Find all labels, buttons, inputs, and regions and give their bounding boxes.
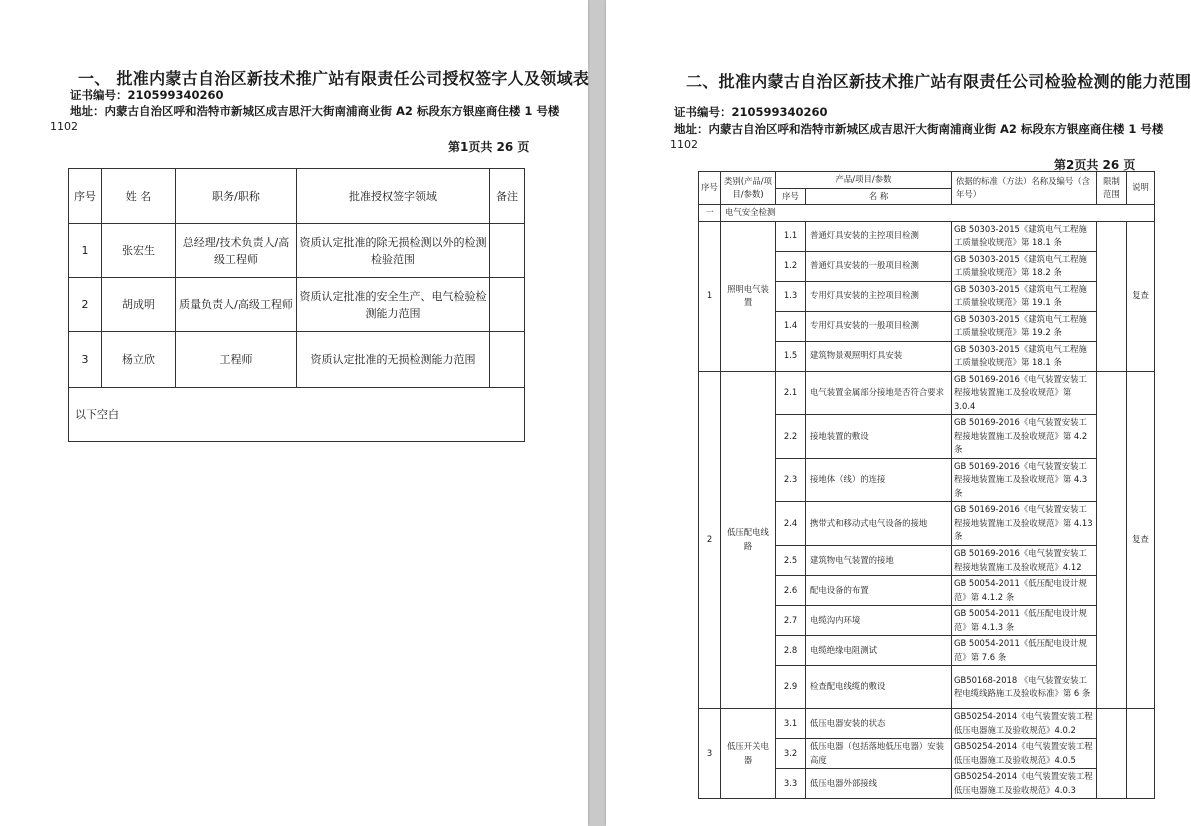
row-remark [490,278,525,332]
item-name: 低压电器（包括落地低压电器）安装高度 [806,739,952,769]
item-no: 2.3 [776,458,806,502]
item-no: 2.7 [776,606,806,636]
left-page-title: 一、 批准内蒙古自治区新技术推广站有限责任公司授权签字人及领域表 [78,69,590,88]
group-limit [1097,371,1127,709]
item-name: 低压电器安装的状态 [806,709,952,739]
header-title: 职务/职称 [176,169,297,224]
group-limit [1097,221,1127,371]
item-no: 1.2 [776,251,806,281]
item-standard: GB 50169-2016《电气装置安装工程接地装置施工及验收规范》第 4.3 条 [952,458,1097,502]
table-row [699,371,1155,415]
section-row [699,205,1155,222]
item-name: 配电设备的布置 [806,576,952,606]
table-row [69,278,525,332]
item-standard: GB 50303-2015《建筑电气工程施工质量验收规范》第 18.1 条 [952,341,1097,371]
header-remark: 备注 [490,169,525,224]
blank-note: 以下空白 [69,388,525,442]
item-no: 3.2 [776,739,806,769]
item-no: 2.9 [776,666,806,709]
table-row [699,709,1155,739]
item-no: 3.3 [776,769,806,799]
item-standard: GB 50303-2015《建筑电气工程施工质量验收规范》第 18.2 条 [952,251,1097,281]
item-no: 1.3 [776,281,806,311]
item-name: 电缆沟内环境 [806,606,952,636]
header-note: 说明 [1127,172,1155,205]
header-standard: 依据的标准（方法）名称及编号（含年号） [952,172,1097,205]
left-address-line1: 地址：内蒙古自治区呼和浩特市新城区成吉思汗大街南浦商业街 A2 标段东方银座商住楼 1 号楼 [70,104,560,118]
row-name: 张宏生 [102,224,176,278]
item-name: 专用灯具安装的主控项目检测 [806,281,952,311]
table-row [69,224,525,278]
item-no: 1.1 [776,221,806,251]
item-name: 普通灯具安装的主控项目检测 [806,221,952,251]
row-title: 总经理/技术负责人/高级工程师 [176,224,297,278]
group-seq: 3 [699,709,721,799]
item-standard: GB50168-2018 《电气装置安装工程电缆线路施工及验收标准》第 6 条 [952,666,1097,709]
item-standard: GB50254-2014《电气装置安装工程低压电器施工及验收规范》4.0.3 [952,769,1097,799]
item-no: 2.5 [776,546,806,576]
row-title: 工程师 [176,332,297,388]
item-no: 2.1 [776,371,806,415]
row-name: 杨立欣 [102,332,176,388]
item-name: 检查配电线缆的敷设 [806,666,952,709]
header-limit: 限制范围 [1097,172,1127,205]
right-cert-number: 证书编号：210599340260 [674,105,828,119]
header-category: 类别(产品/项目/参数) [721,172,776,205]
item-standard: GB 50303-2015《建筑电气工程施工质量验收规范》第 19.1 条 [952,281,1097,311]
right-page-number: 第2页共 26 页 [1054,158,1136,172]
item-standard: GB 50303-2015《建筑电气工程施工质量验收规范》第 19.2 条 [952,311,1097,341]
group-seq: 1 [699,221,721,371]
signatory-header-row [69,169,525,224]
row-scope: 资质认定批准的无损检测能力范围 [297,332,490,388]
row-scope: 资质认定批准的安全生产、电气检验检测能力范围 [297,278,490,332]
header-seq: 序号 [699,172,721,205]
right-page-title: 二、批准内蒙古自治区新技术推广站有限责任公司检验检测的能力范围 [686,72,1191,91]
item-no: 2.2 [776,415,806,459]
row-no: 1 [69,224,102,278]
item-no: 3.1 [776,709,806,739]
item-standard: GB 50169-2016《电气装置安装工程接地装置施工及验收规范》第 3.0.4 [952,371,1097,415]
group-note [1127,709,1155,799]
item-standard: GB 50054-2011《低压配电设计规范》第 4.1.3 条 [952,606,1097,636]
item-name: 建筑物景观照明灯具安装 [806,341,952,371]
item-name: 专用灯具安装的一般项目检测 [806,311,952,341]
capability-table [698,171,1155,799]
table-row [699,221,1155,251]
item-name: 携带式和移动式电气设备的接地 [806,502,952,546]
header-scope: 批准授权签字领域 [297,169,490,224]
row-no: 2 [69,278,102,332]
row-title: 质量负责人/高级工程师 [176,278,297,332]
left-address-line2: 1102 [50,120,78,133]
item-standard: GB 50054-2011《低压配电设计规范》第 7.6 条 [952,636,1097,666]
group-note: 复查 [1127,221,1155,371]
left-page [0,0,588,826]
item-no: 2.4 [776,502,806,546]
section-label: 电气安全检测 [721,205,1155,222]
header-no: 序号 [69,169,102,224]
item-standard: GB 50169-2016《电气装置安装工程接地装置施工及验收规范》4.12 [952,546,1097,576]
header-name: 姓 名 [102,169,176,224]
item-standard: GB 50169-2016《电气装置安装工程接地装置施工及验收规范》第 4.13 条 [952,502,1097,546]
item-name: 电气装置金属部分接地是否符合要求 [806,371,952,415]
header-name: 名 称 [806,188,952,205]
right-address-line2: 1102 [670,138,698,151]
table-row [69,332,525,388]
header-sub-seq: 序号 [776,188,806,205]
item-standard: GB50254-2014《电气装置安装工程低压电器施工及验收规范》4.0.2 [952,709,1097,739]
item-standard: GB 50054-2011《低压配电设计规范》第 4.1.2 条 [952,576,1097,606]
item-name: 建筑物电气装置的接地 [806,546,952,576]
blank-row [69,388,525,442]
group-seq: 2 [699,371,721,709]
signatory-table [68,168,525,442]
row-name: 胡成明 [102,278,176,332]
right-address-line1: 地址：内蒙古自治区呼和浩特市新城区成吉思汗大街南浦商业街 A2 标段东方银座商住楼 1 号楼 [674,122,1164,136]
item-standard: GB 50169-2016《电气装置安装工程接地装置施工及验收规范》第 4.2 条 [952,415,1097,459]
item-no: 1.5 [776,341,806,371]
group-limit [1097,709,1127,799]
group-note: 复查 [1127,371,1155,709]
item-standard: GB50254-2014《电气装置安装工程低压电器施工及验收规范》4.0.5 [952,739,1097,769]
group-category: 照明电气装置 [721,221,776,371]
right-page [606,0,1191,826]
item-no: 1.4 [776,311,806,341]
left-cert-number: 证书编号：210599340260 [70,88,224,102]
row-remark [490,332,525,388]
item-no: 2.6 [776,576,806,606]
row-scope: 资质认定批准的除无损检测以外的检测检验范围 [297,224,490,278]
row-remark [490,224,525,278]
item-standard: GB 50303-2015《建筑电气工程施工质量验收规范》第 18.1 条 [952,221,1097,251]
capability-header-row-1 [699,172,1155,189]
item-name: 普通灯具安装的一般项目检测 [806,251,952,281]
item-name: 接地装置的敷设 [806,415,952,459]
item-name: 低压电器外部接线 [806,769,952,799]
left-page-number: 第1页共 26 页 [448,140,530,154]
item-name: 电缆绝缘电阻测试 [806,636,952,666]
row-no: 3 [69,332,102,388]
header-product-group: 产品/项目/参数 [776,172,952,189]
section-mark: 一 [699,205,721,222]
item-no: 2.8 [776,636,806,666]
group-category: 低压开关电器 [721,709,776,799]
group-category: 低压配电线路 [721,371,776,709]
item-name: 接地体（线）的连接 [806,458,952,502]
